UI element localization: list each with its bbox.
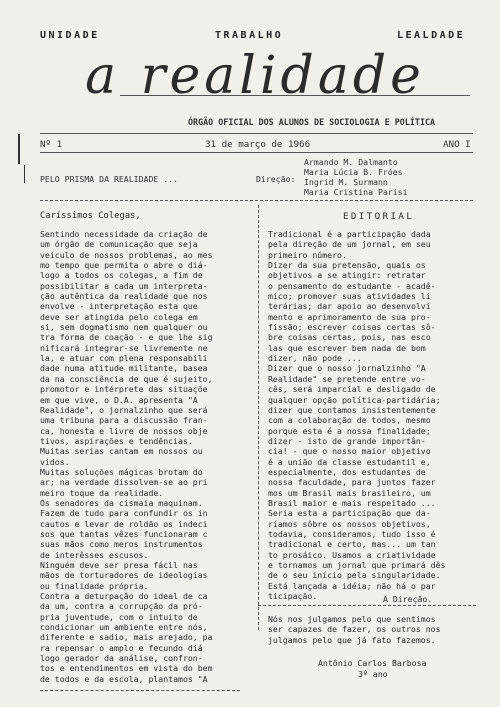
text-line: o pensamento do estudante - acadê- — [268, 280, 436, 291]
text-line: primeiro número. — [268, 249, 347, 260]
letter-greeting: Caríssimos Colegas, — [40, 211, 141, 221]
text-line: em que vive, o D.A. apresenta "A — [40, 394, 198, 405]
text-line: julgamos pelo que já fato fazemos. — [268, 634, 436, 645]
text-line: e tornamos um jornal que primará dês — [268, 560, 446, 570]
text-line: uma tribuna para a discussão fran- — [40, 415, 208, 426]
text-line: veículo de nossos problemas, ao mes — [40, 249, 213, 260]
text-line: Nós nos julgamos pelo que sentimos — [268, 614, 436, 624]
issue-number: Nº 1 — [40, 139, 63, 150]
issue-date: 31 de março de 1966 — [205, 139, 311, 150]
text-line: especialmente, dos estudantes de — [268, 466, 426, 477]
text-line: Realidade", o jornalzinho que será — [40, 404, 208, 415]
text-line: Brasil maior e mais respeitado ... — [268, 497, 436, 508]
newspaper-subtitle: ÓRGÃO OFICIAL DOS ALUNOS DE SOCIOLOGIA E POLÍTICA — [188, 117, 436, 127]
text-line: Sentindo necessidade da criação de — [40, 229, 208, 239]
closing-author: Antônio Carlos Barbosa — [318, 658, 427, 668]
rule-bottom — [40, 690, 240, 691]
text-line: cautos e levar de roldão os indeci — [40, 518, 208, 529]
text-line: qualquer opção política-partidária; — [268, 394, 441, 405]
text-line: possibilitar a cada um interpreta- — [40, 280, 208, 291]
text-line: fissão; escrever coisas certas sô- — [268, 322, 436, 333]
letter-body — [40, 229, 258, 684]
text-line: diferente e sadio, mais arejado, pa — [40, 632, 213, 643]
direction-label: Direção: — [256, 174, 296, 184]
text-line: mos um Brasil mais brasileiro, um — [268, 487, 431, 498]
text-line: to prosáico. Usamos a criatividade — [268, 549, 436, 560]
text-line: la, e atuar com plena responsabili — [40, 353, 208, 364]
text-line: Fazem de tudo para confundir os in — [40, 508, 208, 519]
text-line: promotor e intérprete das situaçõe — [40, 384, 208, 395]
text-line: logo gerador da análise, confron- — [40, 653, 203, 664]
director-name: Ingrid M. Surmann — [304, 177, 388, 187]
text-line: ra repensar o amplo e fecundo diá — [40, 642, 203, 653]
text-line: tradicional e certo, mas... um tan — [268, 539, 436, 550]
text-line: cia! - que o nosso maior objetivo — [268, 446, 431, 457]
newspaper-title: a realidade — [85, 46, 425, 106]
text-line: de o seu início pela singularidade. — [268, 570, 441, 581]
text-line: mãos de torturadores de ideologias — [40, 570, 208, 581]
text-line: suas mãos como meros instrumentos — [40, 539, 203, 550]
text-line: condicionar um ambiente entre nós, — [40, 622, 208, 633]
text-line: vidos. — [40, 456, 70, 467]
text-line: Realidade" se pretende entre vo- — [268, 373, 426, 384]
text-line: dizer que contamos insistentemente — [268, 404, 436, 415]
text-line: pela direção de um jornal, em seu — [268, 239, 431, 250]
closing-author-note: 3º ano — [358, 669, 388, 679]
text-line: Os senadores da cismaia maquinam. — [40, 497, 203, 508]
text-line: bre coisas certas, pois, nas esco — [268, 332, 431, 343]
motto-lealdade: LEALDADE — [397, 30, 466, 41]
rule-section — [40, 200, 473, 201]
text-line: ou finalidade própria. — [40, 580, 149, 591]
section-label: PELO PRISMA DA REALIDADE ... — [40, 174, 179, 184]
text-line: ticipação. — [268, 591, 318, 602]
text-line: nificará integrar-se livremente ne — [40, 342, 208, 353]
text-line: com a colaboração de todos, mesmo — [268, 415, 431, 426]
editorial-body — [268, 229, 483, 601]
text-line: nossa faculdade, para juntos fazer — [268, 477, 436, 488]
text-line: pria juventude, com o intuito de — [40, 611, 198, 622]
text-line: Ninguém deve ser presa fácil nas — [40, 560, 198, 570]
motto-unidade: UNIDADE — [40, 30, 100, 41]
issue-year: ANO I — [443, 139, 471, 150]
text-line: sos que tantas vêzes funcionaram c — [40, 528, 208, 539]
director-name: Maria Lúcia B. Fróes — [304, 167, 403, 177]
margin-mark-small — [24, 165, 25, 183]
text-line: de interêsses escusos. — [40, 549, 149, 560]
text-line: de todos e da escola, plantamos "A — [40, 673, 208, 684]
title-underline — [120, 95, 470, 96]
text-line: tra forma de coação - e que lhe sig — [40, 332, 213, 343]
text-line: ser capazes de fazer, os outros nos — [268, 624, 441, 635]
editorial-signature: A Direção. — [383, 594, 433, 604]
text-line: Muitas soluções mágicas brotam do — [40, 466, 203, 477]
text-line: dizer, não pode ... — [268, 353, 362, 364]
text-line: las que escrever bem nada de bom — [268, 342, 426, 353]
text-line: tos e entendimentos em vista do bem — [40, 663, 213, 674]
margin-mark — [18, 134, 20, 164]
text-line: meiro toque da realidade. — [40, 487, 164, 498]
text-line: ca, honesta e livre de nossos obje — [40, 425, 208, 436]
text-line: ar; na verdade dissolvem-se ao pri — [40, 477, 208, 488]
text-line: Muitas serias cantam em nossos ou — [40, 446, 203, 457]
text-line: objetivos a se atingir: retratar — [268, 270, 426, 281]
rule-top — [40, 133, 473, 134]
director-name: Armando M. Dalmanto — [304, 157, 398, 167]
closing-quote — [268, 614, 483, 645]
text-line: todavia, consideramos, tudo isso é — [268, 528, 436, 539]
text-line: si, sem dogmatismo nem qualquer ou — [40, 322, 208, 333]
text-line: tivos, aspirações e tendências. — [40, 435, 193, 446]
column-divider — [258, 205, 259, 630]
text-line: dizer - isto de grande importân- — [268, 435, 426, 446]
text-line: ríamos sôbre os nossos objetivos, — [268, 518, 431, 529]
text-line: Seria esta a participação que da- — [268, 508, 431, 519]
directors-list — [304, 157, 408, 197]
text-line: logo a todos os colegas, a fim de — [40, 270, 203, 281]
text-line: é a união da classe estudantil e, — [268, 456, 431, 467]
text-line: da um, contra a corrupção da pró- — [40, 601, 203, 612]
text-line: um órgão de comunicação que seja — [40, 239, 198, 250]
text-line: terárias; dar apoio ao desenvolvi — [268, 301, 431, 312]
text-line: cês, será imparcial e desligado de — [268, 384, 436, 395]
motto-trabalho: TRABALHO — [215, 30, 284, 41]
text-line: porque esta é a nossa finalidade; — [268, 425, 431, 436]
text-line: mico; promover suas atividades li — [268, 291, 431, 302]
text-line: envolve - interpretação esta que — [40, 301, 198, 312]
director-name: Maria Cristina Parisi — [304, 187, 408, 197]
text-line: Dizer da sua pretensão, quais os — [268, 260, 426, 271]
text-line: mento e aprimoramento de sua pro- — [268, 311, 431, 322]
editorial-box-bottom — [258, 605, 476, 606]
text-line: Dizer que o nosso jornalzinho "A — [268, 363, 426, 374]
text-line: ção autêntica da realidade que nos — [40, 291, 208, 302]
editorial-title: EDITORIAL — [343, 212, 415, 222]
text-line: mo tempo que permita o abre o diá- — [40, 260, 208, 271]
rule-under-meta — [40, 152, 473, 153]
text-line: Está lançada a idéia; não há o par — [268, 580, 436, 591]
text-line: da na consciência de que é sujeito, — [40, 373, 213, 384]
text-line: Contra a deturpação do ideal de ca — [40, 591, 208, 602]
text-line: deve ser atingida pelo colega em — [40, 311, 198, 322]
text-line: Tradicional é a participação dada — [268, 229, 431, 239]
text-line: dade numa atitude militante, basea — [40, 363, 208, 374]
